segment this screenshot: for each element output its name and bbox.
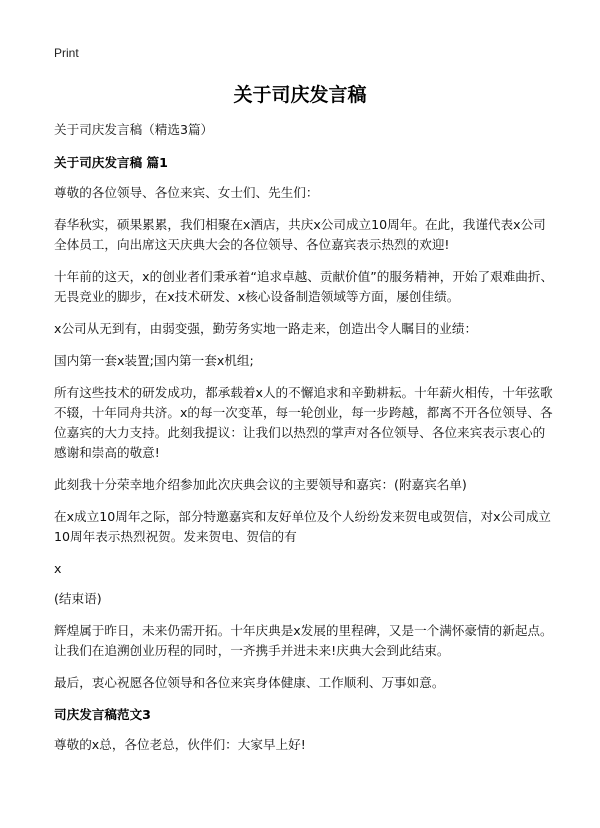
print-label: Print	[54, 46, 79, 60]
document-body	[54, 120, 554, 767]
paragraph: x	[54, 561, 62, 576]
section-heading-2: 司庆发言稿范文3	[54, 707, 151, 722]
paragraph: 国内第一套x装置;国内第一套x机组;	[54, 353, 254, 368]
paragraph: (结束语)	[54, 591, 102, 606]
paragraph: 十年前的这天，x的创业者们秉承着“追求卓越、贡献价值”的服务精神，开始了艰难曲折、无畏竞业的脚步，在x技术研发、x核心设备制造领域等方面，屡创佳绩。	[54, 269, 554, 304]
paragraph: x公司从无到有，由弱变强，勤劳务实地一路走来，创造出令人瞩目的业绩：	[54, 321, 478, 336]
paragraph: 最后，衷心祝愿各位领导和各位来宾身体健康、工作顺利、万事如意。	[54, 675, 445, 690]
paragraph: 此刻我十分荣幸地介绍参加此次庆典会议的主要领导和嘉宾：(附嘉宾名单)	[54, 477, 467, 492]
section-heading-1: 关于司庆发言稿 篇1	[54, 155, 168, 170]
paragraph: 春华秋实，硕果累累，我们相聚在x酒店，共庆x公司成立10周年。在此，我谨代表x公司全体员工，向出席这天庆典大会的各位领导、各位嘉宾表示热烈的欢迎!	[54, 217, 546, 252]
paragraph: 辉煌属于昨日，未来仍需开拓。十年庆典是x发展的里程碑，又是一个满怀豪情的新起点。让我们在追溯创业历程的同时，一齐携手并进未来!庆典大会到此结束。	[54, 623, 553, 658]
paragraph: 尊敬的各位领导、各位来宾、女士们、先生们：	[54, 185, 319, 200]
paragraph: 在x成立10周年之际，部分特邀嘉宾和友好单位及个人纷纷发来贺电或贺信，对x公司成立10周年表示热烈祝贺。发来贺电、贺信的有	[54, 509, 551, 544]
paragraph: 尊敬的x总，各位老总，伙伴们：大家早上好!	[54, 737, 306, 752]
document-subtitle: 关于司庆发言稿（精选3篇）	[54, 122, 214, 137]
paragraph: 所有这些技术的研发成功，都承载着x人的不懈追求和辛勤耕耘。十年薪火相传，十年弦歌不辍，十年同舟共济。x的每一次变革，每一轮创业，每一步跨越，都离不开各位领导、各位嘉宾的大力支持。此刻我提议：让我们以热烈的掌声对各位领导、各位来宾表示衷心的感谢和崇高的敬意!	[54, 385, 553, 460]
document-title: 关于司庆发言稿	[233, 84, 367, 106]
